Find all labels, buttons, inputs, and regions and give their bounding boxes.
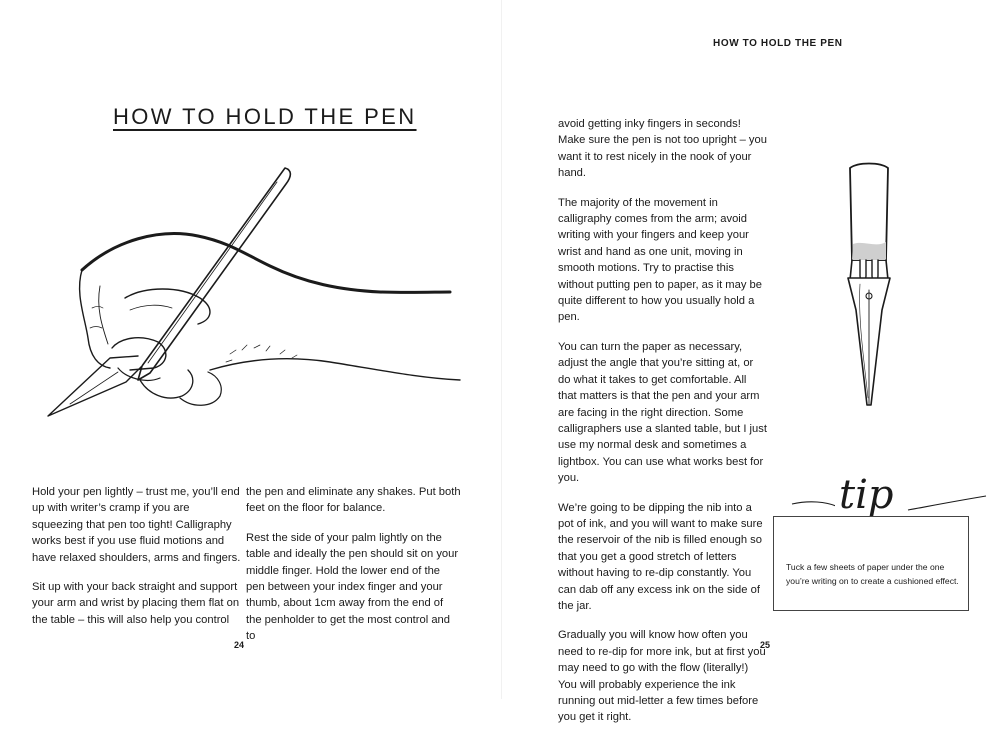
paragraph: Hold your pen lightly – trust me, you’ll end up with writer’s cramp if you are squeezing that pen too tight! Calligraphy works best if you use fluid motions and have relaxed shoulders, arms and fingers. (32, 486, 241, 564)
left-text-column-1 (32, 484, 242, 641)
paragraph: the pen and eliminate any shakes. Put both feet on the floor for balance. (246, 486, 461, 515)
tip-box (773, 516, 969, 611)
pen-nib-illustration (838, 160, 900, 410)
paragraph: Sit up with your back straight and support your arm and wrist by placing them flat on the table – this will also help you control (32, 581, 240, 626)
chapter-title: HOW TO HOLD THE PEN (113, 104, 417, 129)
paragraph: avoid getting inky fingers in seconds! Make sure the pen is not too upright – you want it to rest nicely in the nook of your hand. (558, 118, 767, 180)
paragraph: We’re going to be dipping the nib into a pot of ink, and you will want to make sure the reservoir of the nib is filled enough so that you get a good stretch of letters without having to re-dip constantly. You can dab off any excess ink on the side of the jar. (558, 501, 763, 612)
paragraph: The majority of the movement in calligraphy comes from the arm; avoid writing with your fingers and keep your wrist and hand as one unit, moving in smooth motions. Try to practise this without putting pen to paper, as it may be quite different to how you usually hold a pen. (558, 196, 762, 324)
page-number-right: 25 (760, 640, 771, 650)
hand-holding-pen-illustration (30, 158, 470, 428)
running-head: HOW TO HOLD THE PEN (713, 38, 843, 49)
paragraph: Rest the side of your palm lightly on the table and ideally the pen should sit on your middle finger. Hold the lower end of the pen between your index finger and your thumb, about 1cm away from the end of the penholder to get the most control and to (246, 531, 459, 643)
left-text-column-2 (246, 484, 461, 658)
page-number-left: 24 (234, 640, 245, 650)
tip-label: tip (835, 472, 897, 518)
paragraph: Gradually you will know how often you need to re-dip for more ink, but at first you may need to go with the flow (literally!) You will probably experience the ink running out mid-letter a few times before you get it right. (558, 629, 766, 724)
paragraph: You can turn the paper as necessary, adjust the angle that you’re sitting at, or do what it takes to get comfortable. All that matters is that the pen and your arm are facing in the right direction. Some calligraphers use a slanted table, but I just use my normal desk and sometimes a lightbox. You can use what works best for you. (558, 340, 767, 485)
gutter (501, 0, 502, 699)
right-text-column (558, 116, 771, 739)
tip-text: Tuck a few sheets of paper under the one you’re writing on to create a cushioned effect. (786, 562, 959, 587)
